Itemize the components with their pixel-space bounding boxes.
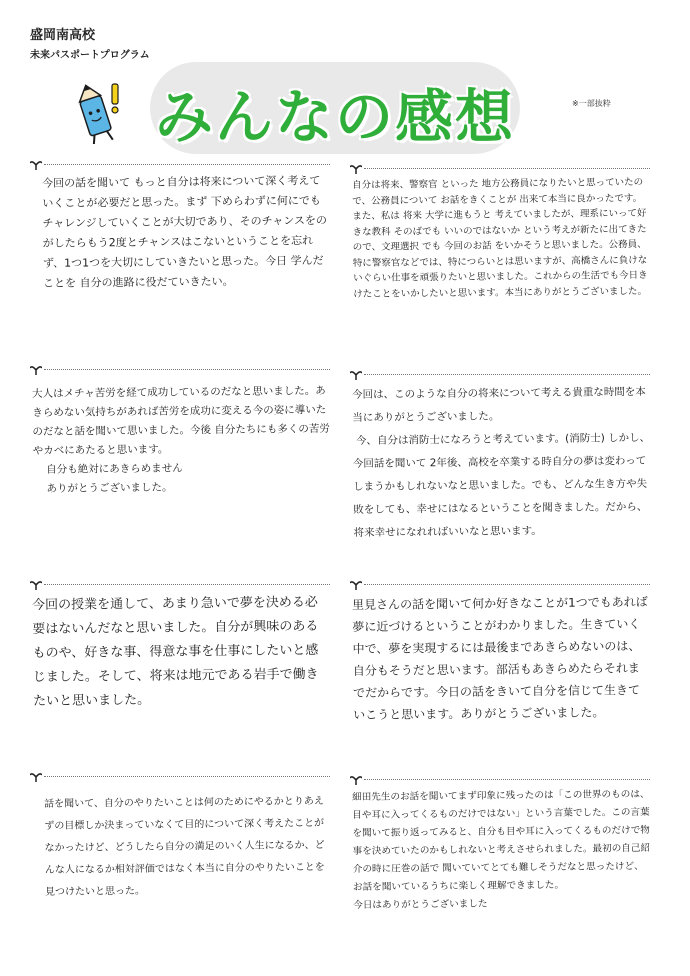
sprout-icon [350, 164, 362, 174]
comment-text: 大人はメチャ苦労を経て成功しているのだなと思いました。あきらめない気持ちがあれば苦労を成功に変える今の姿に導いたのだなと話を聞いて思いました。今後 自分たちにも多くの苦労やカベにあたると思います。 自分も絶対にあきらめません ありがとうございました。 [32, 384, 330, 495]
comment-text: 細田先生のお話を聞いてまず印象に残ったのは「この世界のものは、目や耳に入ってくるものだけではない」という言葉でした。この言葉を聞いて振り返ってみると、自分も目や耳に入ってくるものだけで物事を決めていたのかもしれないと考えさせられました。最初の自己紹介の時に圧巻の話で 聞いていてとても難しそうだなと思ったけど、お話を聞いているうちに楽しく理解できました。 今日はありがとうございました [352, 788, 650, 911]
comment-text: 話を聞いて、自分のやりたいことは何のためにやるかとりあえずの目標しか決まっていなくて目的について深く考えたことがなかったけど、どうしたら自分の満足のいく人生になるか、どんな人になるか相対評価ではなく本当に自分のやりたいことを見つけたいと思った。 [44, 795, 325, 898]
sprout-icon [30, 580, 42, 590]
divider [44, 164, 330, 165]
divider [364, 779, 650, 780]
comment-card [350, 580, 650, 755]
comment-card [30, 365, 330, 535]
sprout-icon [350, 370, 362, 380]
sprout-icon [350, 580, 362, 590]
comment-card [30, 160, 330, 340]
divider [44, 776, 330, 777]
divider [44, 369, 330, 370]
page-title: みんなの感想 [154, 83, 515, 151]
comment-text: 今回の話を聞いて もっと自分は将来について深く考えていくことが必要だと思った。まず 下めらわずに何にでもチャレンジしていくことが大切であり、そのチャンスをのがしたらもう2度とチャンスはこないということを忘れず、1つ1つを大切にしていきたいと思った。今日 学んだことを 自分の進路に役だていきたい。 [42, 173, 328, 290]
comment-card [30, 580, 330, 730]
divider [364, 584, 650, 585]
comment-text: 自分は将来、警察官 といった 地方公務員になりたいと思っていたので、公務員について お話をきくことが 出来て本当に良かったです。また、私は 将来 大学に進もうと 考えていましたが、理系にいって好きな教科 そのばでも いいのではないか という考えが新たに出てきたので、文理選択 でも 今回のお話 をいかそうと思いました。公務員、特に警察官などでは、特につらいとは思いますが、高橋さんに負けないぐらい仕事を頑張りたいと思いました。これからの生活でも今日きけたことをいかしたいと思います。本当にありがとうございました。 [352, 176, 648, 300]
comment-text: 今回は、このような自分の将来について考える貴重な時間を本当にありがとうございました。 今、自分は消防士になろうと考えています。(消防士) しかし、今回話を聞いて 2年後、高校を卒業する時自分の夢は変わってしまうかもしれないなと思いました。でも、どんな生き方や失敗をしても、幸せにはなるということを聞きました。だから、将来幸せになれればいいなと思います。 [352, 385, 650, 539]
comment-card [30, 772, 330, 922]
sprout-icon [30, 772, 42, 782]
school-name: 盛岡南高校 [30, 28, 96, 43]
excerpt-note: ※一部抜粋 [572, 99, 611, 108]
pencil-mascot-icon [72, 82, 130, 144]
divider [364, 374, 650, 375]
divider [44, 584, 330, 585]
divider [364, 168, 650, 169]
program-name: 未来パスポートプログラム [30, 50, 150, 61]
comment-card [350, 370, 650, 560]
comment-card [350, 164, 650, 354]
sprout-icon [30, 160, 42, 170]
sprout-icon [350, 775, 362, 785]
comment-card [350, 775, 650, 970]
comment-text: 里見さんの話を聞いて何か好きなことが1つでもあれば夢に近づけるということがわかりました。生きていく中で、夢を実現するには最後まであきらめないのは、自分もそうだと思います。部活もあきらめたらそれまでだからです。今日の話をきいて自分を信じて生きていこうと思います。ありがとうございました。 [352, 594, 648, 722]
sprout-icon [30, 365, 42, 375]
title-banner [150, 62, 520, 154]
comment-text: 今回の授業を通して、あまり急いで夢を決める必要はないんだなと思いました。自分が興味のあるものや、好きな事、得意な事を仕事にしたいと感じました。そして、将来は地元である岩手で働きたいと思いました。 [32, 595, 319, 709]
